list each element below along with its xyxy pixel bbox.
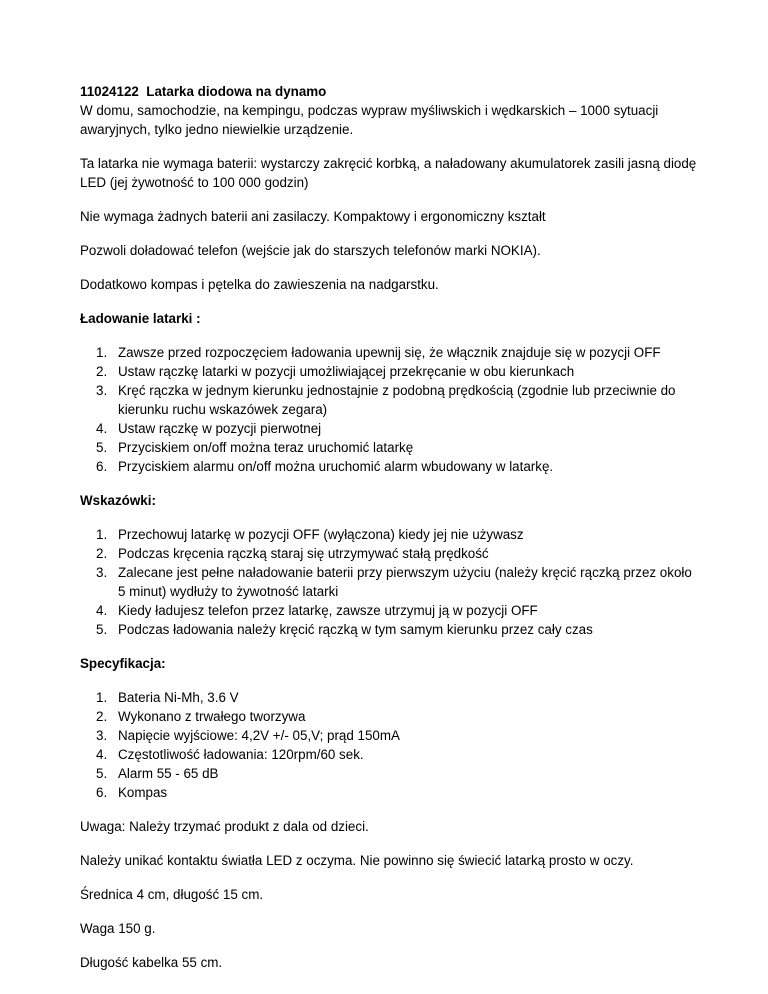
document-page [80,82,700,987]
tips-list [80,525,700,639]
list-item: 3. Kręć rączka w jednym kierunku jednostajnie z podobną prędkością (zgodnie lub przeciwnie do kierunku ruchu wskazówek zegara) [96,383,676,417]
paragraph-battery: Ta latarka nie wymaga baterii: wystarczy zakręcić korbką, a naładowany akumulatorek zasili jasną diodę LED (jej żywotność to 100 000 godzin) [80,156,697,190]
charging-list [80,343,700,476]
tips-heading: Wskazówki: [80,493,156,508]
list-item: 5. Podczas ładowania należy kręcić rączką w tym samym kierunku przez cały czas [96,622,593,637]
list-item: 3. Zalecane jest pełne naładowanie baterii przy pierwszym użyciu (należy kręcić rączką przez około 5 minut) wydłuży to żywotność latarki [96,565,692,599]
list-item: 2. Ustaw rączkę latarki w pozycji umożliwiającej przekręcanie w obu kierunkach [96,364,575,379]
spec-heading: Specyfikacja: [80,656,166,671]
product-code: 11024122 [80,84,139,99]
dimensions: Średnica 4 cm, długość 15 cm. [80,887,264,902]
warning-children: Uwaga: Należy trzymać produkt z dala od dzieci. [80,819,369,834]
list-item: 5. Przyciskiem on/off można teraz uruchomić latarkę [96,440,414,455]
list-item: 3. Napięcie wyjściowe: 4,2V +/- 05,V; prąd 150mA [96,728,400,743]
intro-paragraph: W domu, samochodzie, na kempingu, podczas wypraw myśliwskich i wędkarskich – 1000 sytuacji awaryjnych, tylko jedno niewielkie urządzenie. [80,103,659,137]
list-item: 4. Ustaw rączkę w pozycji pierwotnej [96,421,322,436]
list-item: 1. Zawsze przed rozpoczęciem ładowania upewnij się, że włącznik znajduje się w pozycji OFF [96,345,661,360]
list-item: 6. Przyciskiem alarmu on/off można uruchomić alarm wbudowany w latarkę. [96,459,554,474]
charging-heading: Ładowanie latarki : [80,311,201,326]
weight: Waga 150 g. [80,921,156,936]
product-title: Latarka diodowa na dynamo [146,84,327,99]
paragraph-extras: Dodatkowo kompas i pętelka do zawieszenia na nadgarstku. [80,277,439,292]
cable-length: Długość kabelka 55 cm. [80,955,223,970]
list-item: 5. Alarm 55 - 65 dB [96,766,219,781]
list-item: 4. Częstotliwość ładowania: 120rpm/60 sek. [96,747,364,762]
list-item: 2. Wykonano z trwałego tworzywa [96,709,306,724]
list-item: 6. Kompas [96,785,168,800]
warning-led: Należy unikać kontaktu światła LED z oczyma. Nie powinno się świecić latarką prosto w oczy. [80,853,634,868]
paragraph-phone-charging: Pozwoli doładować telefon (wejście jak do starszych telefonów marki NOKIA). [80,243,541,258]
list-item: 2. Podczas kręcenia rączką staraj się utrzymywać stałą prędkość [96,546,489,561]
list-item: 1. Bateria Ni-Mh, 3.6 V [96,690,239,705]
paragraph-no-battery: Nie wymaga żadnych baterii ani zasilaczy. Kompaktowy i ergonomiczny kształt [80,209,546,224]
spec-list [80,688,700,802]
list-item: 4. Kiedy ładujesz telefon przez latarkę, zawsze utrzymuj ją w pozycji OFF [96,603,538,618]
product-title-line [80,82,700,101]
list-item: 1. Przechowuj latarkę w pozycji OFF (wyłączona) kiedy jej nie używasz [96,527,524,542]
